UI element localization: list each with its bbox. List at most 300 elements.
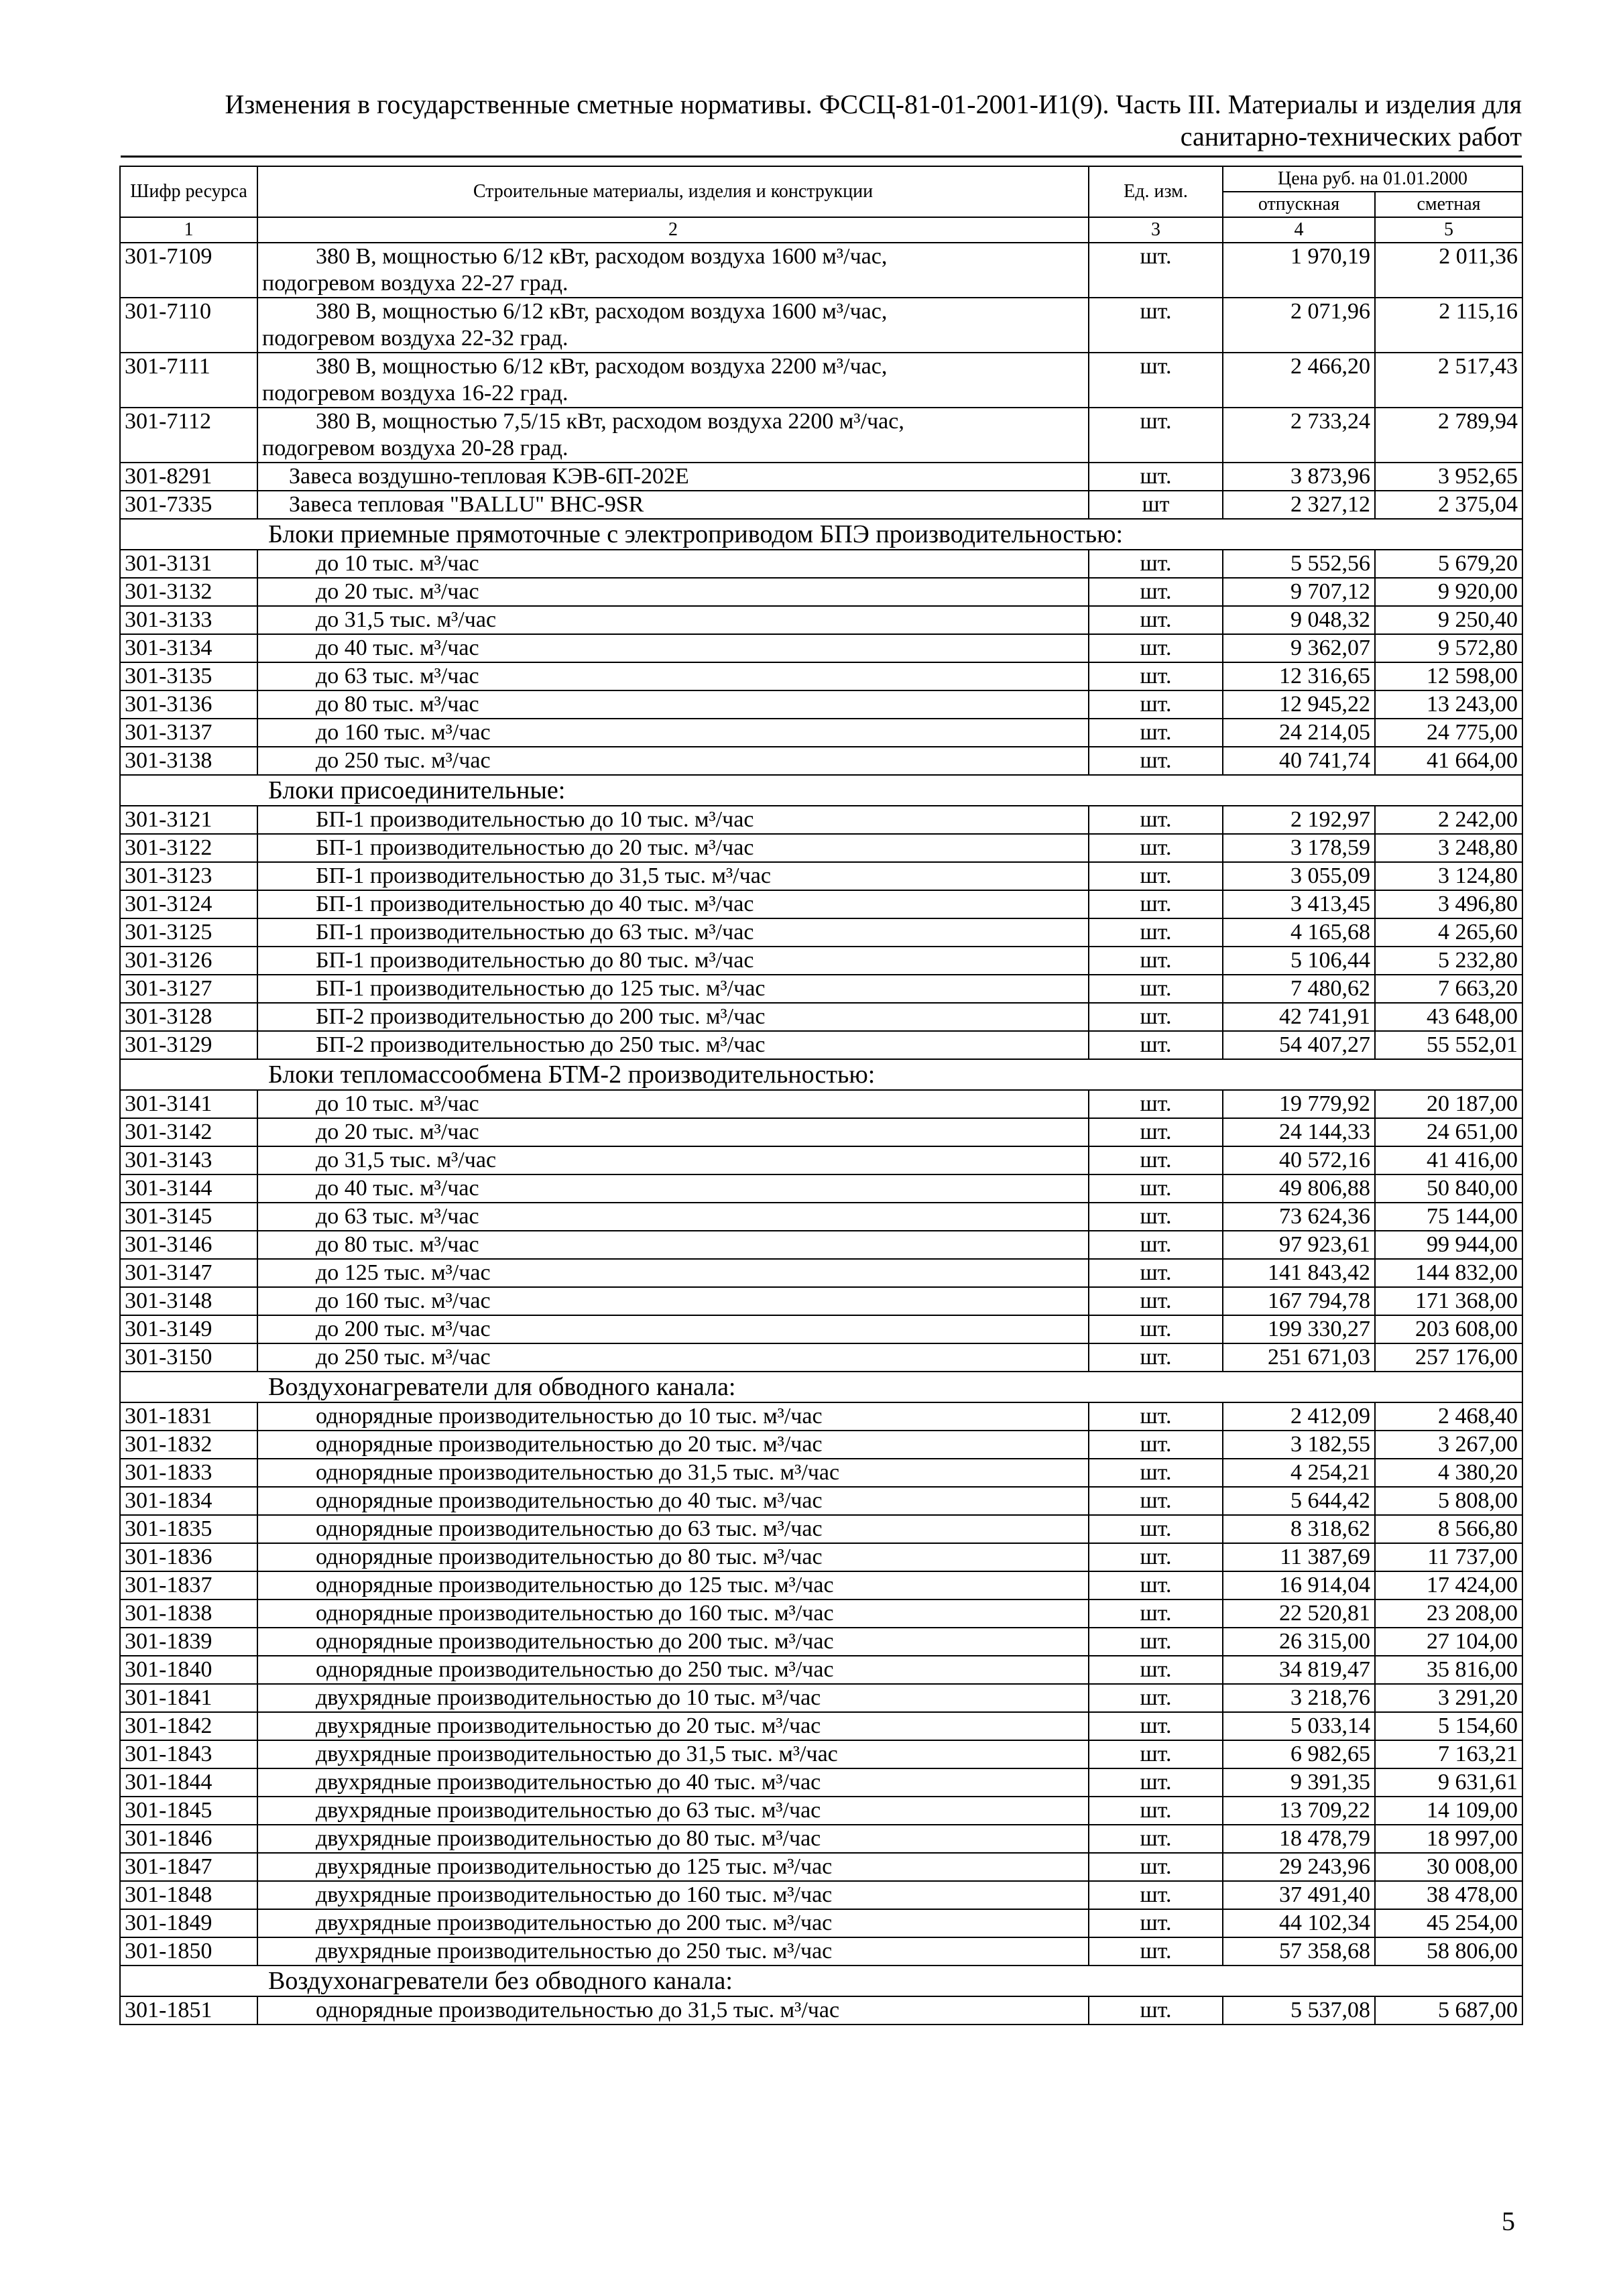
material-name: однорядные производительностью до 200 тыс. м³/час (316, 1629, 834, 1654)
unit: шт. (1089, 806, 1223, 834)
estimate-price: 144 832,00 (1375, 1259, 1522, 1287)
release-price: 11 387,69 (1223, 1543, 1375, 1571)
unit: шт. (1089, 353, 1223, 408)
section-title: Воздухонагреватели без обводного канала: (120, 1966, 1522, 1996)
unit: шт. (1089, 890, 1223, 918)
release-price: 12 316,65 (1223, 662, 1375, 690)
table-row (120, 1712, 1522, 1740)
estimate-price: 18 997,00 (1375, 1825, 1522, 1853)
material-name-cell (257, 1740, 1089, 1768)
unit: шт. (1089, 947, 1223, 975)
table-row (120, 298, 1522, 353)
page-number: 5 (1502, 2206, 1515, 2236)
material-name-continuation: подогревом воздуха 16-22 град. (262, 381, 568, 406)
material-name-cell (257, 491, 1089, 519)
release-price: 2 071,96 (1223, 298, 1375, 353)
col-index: 3 (1089, 217, 1223, 243)
table-row (120, 1740, 1522, 1768)
resource-code: 301-3127 (120, 975, 257, 1003)
release-price: 9 391,35 (1223, 1768, 1375, 1797)
release-price: 16 914,04 (1223, 1571, 1375, 1599)
release-price: 24 214,05 (1223, 719, 1375, 747)
resource-code: 301-8291 (120, 463, 257, 491)
col-header-release: отпускная (1223, 192, 1375, 217)
unit: шт. (1089, 1909, 1223, 1937)
material-name: до 40 тыс. м³/час (316, 1176, 479, 1201)
material-name-cell (257, 662, 1089, 690)
estimate-price: 9 631,61 (1375, 1768, 1522, 1797)
table-row (120, 1937, 1522, 1966)
material-name-continuation: подогревом воздуха 22-27 град. (262, 271, 568, 296)
material-name: однорядные производительностью до 40 тыс. м³/час (316, 1488, 823, 1513)
col-index: 4 (1223, 217, 1375, 243)
unit: шт. (1089, 606, 1223, 634)
material-name: однорядные производительностью до 31,5 тыс. м³/час (316, 1998, 840, 2022)
resource-code: 301-3141 (120, 1090, 257, 1118)
release-price: 4 254,21 (1223, 1459, 1375, 1487)
unit: шт. (1089, 1431, 1223, 1459)
release-price: 26 315,00 (1223, 1628, 1375, 1656)
estimate-price: 75 144,00 (1375, 1203, 1522, 1231)
table-row (120, 975, 1522, 1003)
table-row (120, 491, 1522, 519)
estimate-price: 99 944,00 (1375, 1231, 1522, 1259)
material-name: до 160 тыс. м³/час (316, 720, 491, 745)
release-price: 2 733,24 (1223, 408, 1375, 463)
release-price: 42 741,91 (1223, 1003, 1375, 1031)
material-name: однорядные производительностью до 80 тыс. м³/час (316, 1545, 823, 1569)
unit: шт. (1089, 834, 1223, 862)
release-price: 19 779,92 (1223, 1090, 1375, 1118)
resource-code: 301-3125 (120, 918, 257, 947)
unit: шт. (1089, 1343, 1223, 1372)
material-name: однорядные производительностью до 10 тыс. м³/час (316, 1404, 823, 1429)
release-price: 4 165,68 (1223, 918, 1375, 947)
section-row (120, 775, 1522, 806)
unit: шт. (1089, 1543, 1223, 1571)
material-name: до 200 тыс. м³/час (316, 1317, 491, 1341)
material-name-cell (257, 550, 1089, 578)
resource-code: 301-1845 (120, 1797, 257, 1825)
material-name: БП-1 производительностью до 10 тыс. м³/час (316, 807, 754, 832)
material-name-cell (257, 1797, 1089, 1825)
material-name: Завеса тепловая "BALLU" ВНС-9SR (289, 492, 644, 517)
release-price: 57 358,68 (1223, 1937, 1375, 1966)
resource-code: 301-1848 (120, 1881, 257, 1909)
material-name: до 40 тыс. м³/час (316, 636, 479, 660)
estimate-price: 20 187,00 (1375, 1090, 1522, 1118)
release-price: 5 537,08 (1223, 1996, 1375, 2025)
resource-code: 301-1834 (120, 1487, 257, 1515)
material-name: БП-1 производительностью до 31,5 тыс. м³/час (316, 863, 771, 888)
material-name-cell (257, 1487, 1089, 1515)
release-price: 8 318,62 (1223, 1515, 1375, 1543)
material-name: двухрядные производительностью до 250 тыс. м³/час (316, 1939, 833, 1963)
estimate-price: 50 840,00 (1375, 1174, 1522, 1203)
estimate-price: 171 368,00 (1375, 1287, 1522, 1315)
resource-code: 301-3146 (120, 1231, 257, 1259)
release-price: 3 218,76 (1223, 1684, 1375, 1712)
material-name: до 31,5 тыс. м³/час (316, 1148, 497, 1172)
material-name-cell (257, 1174, 1089, 1203)
estimate-price: 11 737,00 (1375, 1543, 1522, 1571)
estimate-price: 7 163,21 (1375, 1740, 1522, 1768)
price-table-body (120, 243, 1522, 2025)
resource-code: 301-3144 (120, 1174, 257, 1203)
unit: шт. (1089, 578, 1223, 606)
material-name: до 20 тыс. м³/час (316, 579, 479, 604)
estimate-price: 35 816,00 (1375, 1656, 1522, 1684)
table-row (120, 1174, 1522, 1203)
table-row (120, 1628, 1522, 1656)
table-row (120, 1996, 1522, 2025)
table-row (120, 1003, 1522, 1031)
table-row (120, 1825, 1522, 1853)
section-title: Блоки присоединительные: (120, 775, 1522, 806)
resource-code: 301-1851 (120, 1996, 257, 2025)
section-row (120, 1372, 1522, 1402)
release-price: 18 478,79 (1223, 1825, 1375, 1853)
estimate-price: 8 566,80 (1375, 1515, 1522, 1543)
unit: шт. (1089, 1402, 1223, 1431)
col-header-code: Шифр ресурса (120, 166, 257, 217)
resource-code: 301-3121 (120, 806, 257, 834)
release-price: 9 707,12 (1223, 578, 1375, 606)
resource-code: 301-1837 (120, 1571, 257, 1599)
material-name: однорядные производительностью до 125 тыс. м³/час (316, 1573, 834, 1597)
unit: шт. (1089, 719, 1223, 747)
material-name-cell (257, 1459, 1089, 1487)
material-name: до 80 тыс. м³/час (316, 692, 479, 717)
material-name-cell (257, 1315, 1089, 1343)
table-row (120, 1515, 1522, 1543)
estimate-price: 4 265,60 (1375, 918, 1522, 947)
material-name-cell (257, 1343, 1089, 1372)
resource-code: 301-1842 (120, 1712, 257, 1740)
estimate-price: 5 687,00 (1375, 1996, 1522, 2025)
unit: шт. (1089, 298, 1223, 353)
table-row (120, 463, 1522, 491)
resource-code: 301-3133 (120, 606, 257, 634)
material-name: БП-1 производительностью до 40 тыс. м³/час (316, 892, 754, 916)
unit: шт. (1089, 1203, 1223, 1231)
estimate-price: 2 468,40 (1375, 1402, 1522, 1431)
section-title: Блоки тепломассообмена БТМ-2 производительностью: (120, 1059, 1522, 1090)
estimate-price: 24 775,00 (1375, 719, 1522, 747)
estimate-price: 3 496,80 (1375, 890, 1522, 918)
material-name: до 63 тыс. м³/час (316, 1204, 479, 1229)
material-name-cell (257, 690, 1089, 719)
material-name: до 10 тыс. м³/час (316, 1091, 479, 1116)
unit: шт. (1089, 1174, 1223, 1203)
estimate-price: 14 109,00 (1375, 1797, 1522, 1825)
estimate-price: 9 920,00 (1375, 578, 1522, 606)
estimate-price: 17 424,00 (1375, 1571, 1522, 1599)
estimate-price: 5 154,60 (1375, 1712, 1522, 1740)
estimate-price: 24 651,00 (1375, 1118, 1522, 1146)
material-name-cell (257, 1909, 1089, 1937)
resource-code: 301-3126 (120, 947, 257, 975)
release-price: 7 480,62 (1223, 975, 1375, 1003)
material-name: двухрядные производительностью до 160 тыс. м³/час (316, 1882, 833, 1907)
estimate-price: 2 011,36 (1375, 243, 1522, 298)
resource-code: 301-1836 (120, 1543, 257, 1571)
col-header-unit: Ед. изм. (1089, 166, 1223, 217)
release-price: 24 144,33 (1223, 1118, 1375, 1146)
estimate-price: 5 232,80 (1375, 947, 1522, 975)
release-price: 5 644,42 (1223, 1487, 1375, 1515)
material-name: до 20 тыс. м³/час (316, 1120, 479, 1144)
resource-code: 301-1835 (120, 1515, 257, 1543)
resource-code: 301-3122 (120, 834, 257, 862)
material-name-continuation: подогревом воздуха 20-28 град. (262, 436, 568, 461)
table-row (120, 1797, 1522, 1825)
estimate-price: 3 124,80 (1375, 862, 1522, 890)
unit: шт. (1089, 1853, 1223, 1881)
resource-code: 301-1846 (120, 1825, 257, 1853)
material-name-cell (257, 408, 1089, 463)
material-name-cell (257, 1231, 1089, 1259)
table-row (120, 862, 1522, 890)
material-name-cell (257, 1146, 1089, 1174)
resource-code: 301-3145 (120, 1203, 257, 1231)
material-name-cell (257, 890, 1089, 918)
release-price: 167 794,78 (1223, 1287, 1375, 1315)
table-row (120, 1881, 1522, 1909)
resource-code: 301-3143 (120, 1146, 257, 1174)
resource-code: 301-3131 (120, 550, 257, 578)
material-name: БП-1 производительностью до 125 тыс. м³/час (316, 976, 766, 1001)
release-price: 5 552,56 (1223, 550, 1375, 578)
table-row (120, 634, 1522, 662)
table-row (120, 1487, 1522, 1515)
material-name-cell (257, 806, 1089, 834)
release-price: 251 671,03 (1223, 1343, 1375, 1372)
release-price: 2 466,20 (1223, 353, 1375, 408)
table-row (120, 1287, 1522, 1315)
table-row (120, 1459, 1522, 1487)
material-name-cell (257, 1996, 1089, 2025)
material-name: однорядные производительностью до 250 тыс. м³/час (316, 1657, 834, 1682)
table-row (120, 1656, 1522, 1684)
material-name-cell (257, 719, 1089, 747)
release-price: 9 048,32 (1223, 606, 1375, 634)
resource-code: 301-1844 (120, 1768, 257, 1797)
material-name: до 250 тыс. м³/час (316, 1345, 491, 1370)
material-name-cell (257, 975, 1089, 1003)
header-rule (121, 156, 1522, 158)
material-name-cell (257, 578, 1089, 606)
table-row (120, 1090, 1522, 1118)
table-row (120, 1146, 1522, 1174)
estimate-price: 3 952,65 (1375, 463, 1522, 491)
material-name: до 80 тыс. м³/час (316, 1232, 479, 1257)
material-name: 380 В, мощностью 6/12 кВт, расходом воздуха 1600 м³/час, (316, 244, 888, 269)
estimate-price: 45 254,00 (1375, 1909, 1522, 1937)
unit: шт. (1089, 1712, 1223, 1740)
material-name-cell (257, 353, 1089, 408)
estimate-price: 3 267,00 (1375, 1431, 1522, 1459)
release-price: 3 413,45 (1223, 890, 1375, 918)
unit: шт. (1089, 1768, 1223, 1797)
resource-code: 301-3132 (120, 578, 257, 606)
table-row (120, 834, 1522, 862)
table-row (120, 719, 1522, 747)
material-name: БП-2 производительностью до 200 тыс. м³/час (316, 1004, 766, 1029)
material-name-cell (257, 1090, 1089, 1118)
release-price: 40 741,74 (1223, 747, 1375, 775)
table-row (120, 1909, 1522, 1937)
table-row (120, 690, 1522, 719)
table-row (120, 1768, 1522, 1797)
col-header-name: Строительные материалы, изделия и конструкции (257, 166, 1089, 217)
price-table (119, 166, 1523, 2025)
material-name: Завеса воздушно-тепловая КЭВ-6П-202Е (289, 464, 689, 489)
unit: шт. (1089, 1599, 1223, 1628)
material-name-cell (257, 1287, 1089, 1315)
unit: шт. (1089, 1937, 1223, 1966)
resource-code: 301-3149 (120, 1315, 257, 1343)
col-index: 2 (257, 217, 1089, 243)
table-row (120, 1599, 1522, 1628)
release-price: 9 362,07 (1223, 634, 1375, 662)
material-name-cell (257, 1515, 1089, 1543)
table-row (120, 1231, 1522, 1259)
material-name-cell (257, 1402, 1089, 1431)
material-name-cell (257, 1259, 1089, 1287)
material-name-cell (257, 1825, 1089, 1853)
estimate-price: 7 663,20 (1375, 975, 1522, 1003)
table-row (120, 1315, 1522, 1343)
material-name-cell (257, 606, 1089, 634)
release-price: 44 102,34 (1223, 1909, 1375, 1937)
unit: шт. (1089, 550, 1223, 578)
unit: шт. (1089, 918, 1223, 947)
material-name: двухрядные производительностью до 63 тыс. м³/час (316, 1798, 821, 1823)
estimate-price: 41 416,00 (1375, 1146, 1522, 1174)
release-price: 1 970,19 (1223, 243, 1375, 298)
resource-code: 301-3129 (120, 1031, 257, 1059)
material-name: однорядные производительностью до 63 тыс. м³/час (316, 1516, 823, 1541)
material-name: 380 В, мощностью 6/12 кВт, расходом воздуха 1600 м³/час, (316, 299, 888, 324)
material-name: до 31,5 тыс. м³/час (316, 607, 497, 632)
unit: шт. (1089, 1259, 1223, 1287)
material-name-cell (257, 1628, 1089, 1656)
material-name-cell (257, 243, 1089, 298)
table-row (120, 918, 1522, 947)
resource-code: 301-3142 (120, 1118, 257, 1146)
unit: шт. (1089, 1656, 1223, 1684)
unit: шт. (1089, 1515, 1223, 1543)
unit: шт. (1089, 1825, 1223, 1853)
estimate-price: 43 648,00 (1375, 1003, 1522, 1031)
resource-code: 301-3150 (120, 1343, 257, 1372)
resource-code: 301-7111 (120, 353, 257, 408)
table-row (120, 747, 1522, 775)
resource-code: 301-1850 (120, 1937, 257, 1966)
material-name-cell (257, 1937, 1089, 1966)
resource-code: 301-7110 (120, 298, 257, 353)
unit: шт. (1089, 1881, 1223, 1909)
material-name: двухрядные производительностью до 40 тыс. м³/час (316, 1770, 821, 1795)
table-row (120, 243, 1522, 298)
unit: шт. (1089, 1118, 1223, 1146)
estimate-price: 4 380,20 (1375, 1459, 1522, 1487)
unit: шт. (1089, 1287, 1223, 1315)
resource-code: 301-1840 (120, 1656, 257, 1684)
release-price: 199 330,27 (1223, 1315, 1375, 1343)
material-name-cell (257, 918, 1089, 947)
material-name-cell (257, 947, 1089, 975)
resource-code: 301-1841 (120, 1684, 257, 1712)
resource-code: 301-3137 (120, 719, 257, 747)
table-row (120, 1853, 1522, 1881)
unit: шт. (1089, 408, 1223, 463)
material-name-cell (257, 1656, 1089, 1684)
unit: шт. (1089, 463, 1223, 491)
unit: шт. (1089, 1231, 1223, 1259)
estimate-price: 12 598,00 (1375, 662, 1522, 690)
unit: шт. (1089, 1740, 1223, 1768)
material-name: однорядные производительностью до 31,5 тыс. м³/час (316, 1460, 840, 1485)
table-row (120, 408, 1522, 463)
table-row (120, 353, 1522, 408)
material-name-cell (257, 834, 1089, 862)
resource-code: 301-7109 (120, 243, 257, 298)
release-price: 3 178,59 (1223, 834, 1375, 862)
unit: шт. (1089, 1459, 1223, 1487)
estimate-price: 257 176,00 (1375, 1343, 1522, 1372)
estimate-price: 23 208,00 (1375, 1599, 1522, 1628)
table-row (120, 1402, 1522, 1431)
resource-code: 301-1833 (120, 1459, 257, 1487)
unit: шт. (1089, 862, 1223, 890)
estimate-price: 38 478,00 (1375, 1881, 1522, 1909)
table-row (120, 578, 1522, 606)
table-row (120, 1203, 1522, 1231)
col-index: 1 (120, 217, 257, 243)
unit: шт. (1089, 975, 1223, 1003)
material-name: БП-1 производительностью до 80 тыс. м³/час (316, 948, 754, 973)
table-row (120, 1431, 1522, 1459)
material-name-cell (257, 634, 1089, 662)
release-price: 2 192,97 (1223, 806, 1375, 834)
estimate-price: 9 250,40 (1375, 606, 1522, 634)
material-name-cell (257, 1571, 1089, 1599)
material-name: до 125 тыс. м³/час (316, 1260, 491, 1285)
release-price: 54 407,27 (1223, 1031, 1375, 1059)
material-name-cell (257, 298, 1089, 353)
table-row (120, 1343, 1522, 1372)
table-row (120, 1118, 1522, 1146)
release-price: 6 982,65 (1223, 1740, 1375, 1768)
release-price: 3 873,96 (1223, 463, 1375, 491)
unit: шт (1089, 491, 1223, 519)
header-title-line2: санитарно-технических работ (1180, 121, 1522, 152)
material-name-cell (257, 1431, 1089, 1459)
resource-code: 301-3124 (120, 890, 257, 918)
estimate-price: 2 242,00 (1375, 806, 1522, 834)
unit: шт. (1089, 1090, 1223, 1118)
release-price: 34 819,47 (1223, 1656, 1375, 1684)
table-row (120, 1543, 1522, 1571)
table-row (120, 947, 1522, 975)
page-header (121, 88, 1522, 153)
release-price: 40 572,16 (1223, 1146, 1375, 1174)
section-row (120, 1966, 1522, 1996)
release-price: 73 624,36 (1223, 1203, 1375, 1231)
table-row (120, 1031, 1522, 1059)
